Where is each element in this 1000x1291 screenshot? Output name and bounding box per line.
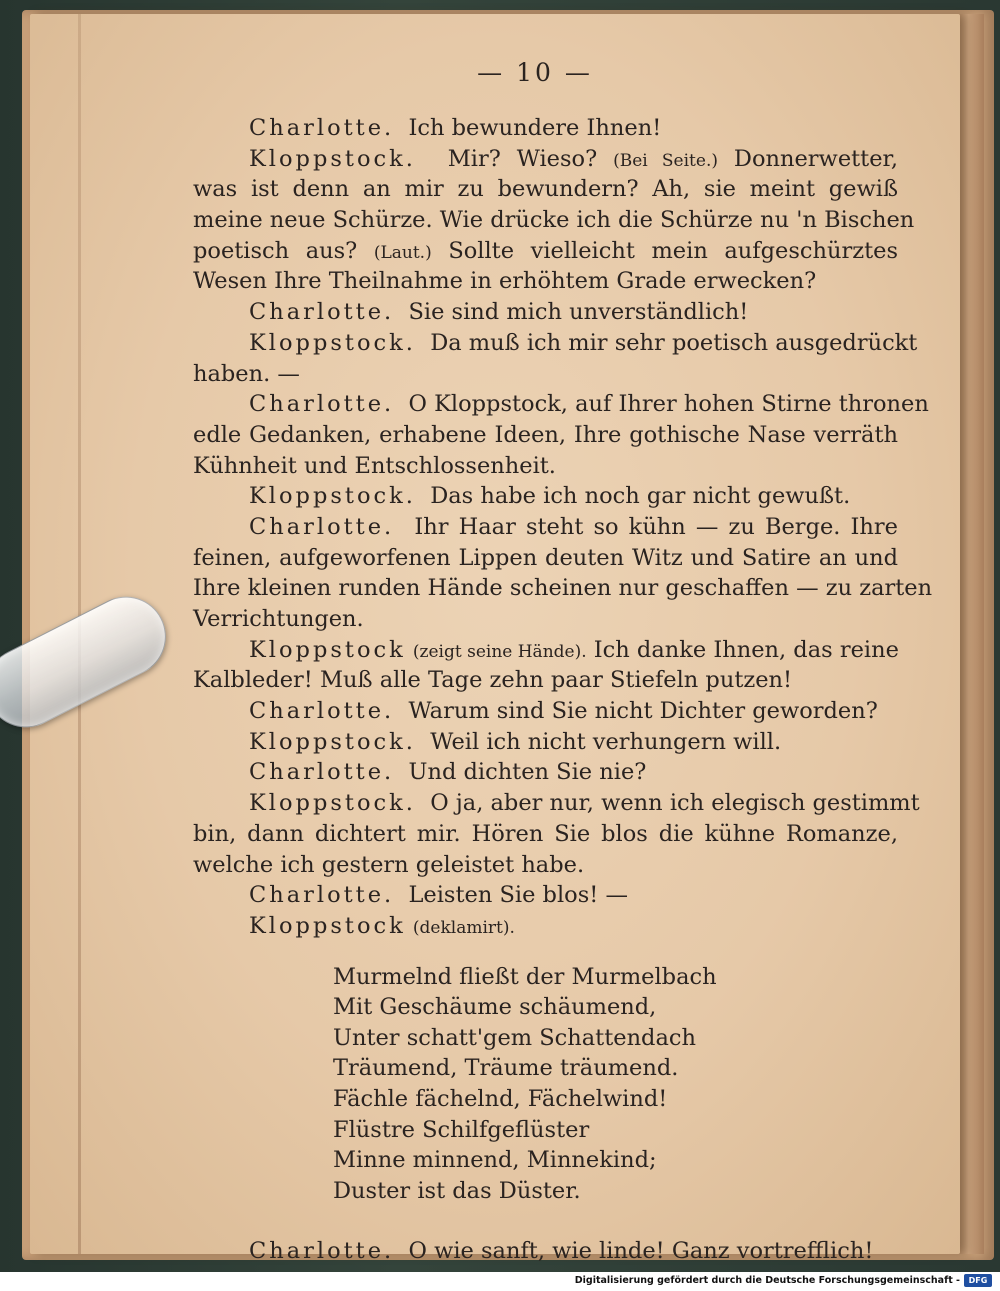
speaker-name: Kloppstock. xyxy=(249,483,416,510)
text-line xyxy=(193,880,898,911)
text-line: Kühnheit und Entschlossenheit. xyxy=(193,452,556,479)
dialogue-text: Das habe ich noch gar nicht gewußt. xyxy=(430,483,851,510)
dialogue-text: Warum sind Sie nicht Dichter geworden? xyxy=(408,698,878,725)
speaker-name: Charlotte. xyxy=(249,1238,395,1265)
dialogue-text: Weil ich nicht verhungern will. xyxy=(430,728,782,755)
dialogue-text: Und dichten Sie nie? xyxy=(408,759,647,786)
dialogue-text: Donnerwetter, xyxy=(733,145,898,172)
stage-direction: (deklamirt). xyxy=(412,917,515,938)
text-line xyxy=(193,1236,898,1267)
speaker-name: Kloppstock. xyxy=(249,145,416,172)
poem-line: Flüstre Schilfgeflüster xyxy=(333,1116,590,1143)
speaker-name: Charlotte. xyxy=(249,882,395,909)
speaker-name: Charlotte. xyxy=(249,115,395,141)
speaker-name: Kloppstock. xyxy=(249,329,416,356)
text-line xyxy=(193,297,898,328)
text-line xyxy=(193,757,898,788)
dialogue-text: Sollte vielleicht mein aufgeschürztes xyxy=(448,237,898,264)
text-line: haben. — xyxy=(193,360,300,387)
dialogue-text: Ihr Haar steht so kühn — zu Berge. Ihre xyxy=(414,513,898,540)
poem-line: Mit Geschäume schäumend, xyxy=(333,994,657,1021)
text-line: Ihre kleinen runden Hände scheinen nur geschaffen — zu zarten xyxy=(193,575,933,602)
text-line xyxy=(193,512,898,543)
text-line xyxy=(193,696,898,727)
dialogue-text: Sie sind mich unverständlich! xyxy=(408,299,749,326)
dialogue-text: Da muß ich mir sehr poetisch ausgedrückt xyxy=(430,329,918,356)
dialogue-text: O ja, aber nur, wenn ich elegisch gestimmt xyxy=(430,790,920,817)
text-line xyxy=(193,328,918,359)
dialogue-text: Leisten Sie blos! — xyxy=(408,882,628,909)
dialogue-text: poetisch aus? xyxy=(193,237,358,264)
text-line xyxy=(193,911,898,942)
speaker-name: Charlotte. xyxy=(249,698,395,725)
text-line: bin, dann dichtert mir. Hören Sie blos die kühne Romanze, xyxy=(193,820,898,847)
poem-line: Träumend, Träume träumend. xyxy=(333,1055,679,1082)
text-line xyxy=(193,635,898,666)
dialogue-text: O wie sanft, wie linde! Ganz vortrefflich! xyxy=(408,1238,874,1265)
speaker-name: Kloppstock. xyxy=(249,728,416,755)
text-line xyxy=(193,113,898,144)
page-number: — 10 — xyxy=(477,58,593,87)
text-line: welche ich gestern geleistet habe. xyxy=(193,851,585,878)
text-line: edle Gedanken, erhabene Ideen, Ihre gothische Nase verräth xyxy=(193,421,898,448)
speaker-name: Kloppstock. xyxy=(249,790,416,817)
dialogue-text: O Kloppstock, auf Ihrer hohen Stirne thronen xyxy=(408,391,929,418)
stage-direction: (Bei Seite.) xyxy=(613,150,718,171)
dialogue-text: Ich danke Ihnen, das reine xyxy=(593,636,899,663)
text-line: feinen, aufgeworfenen Lippen deuten Witz und Satire an und xyxy=(193,544,898,571)
text-line: was ist denn an mir zu bewundern? Ah, sie meint gewiß xyxy=(193,176,898,203)
text-line: Verrichtungen. xyxy=(193,606,364,632)
text-line xyxy=(193,236,898,267)
poem xyxy=(193,962,898,1207)
speaker-name: Charlotte. xyxy=(249,299,395,326)
dfg-logo: DFG xyxy=(964,1274,992,1287)
text-line xyxy=(193,389,929,420)
text-line: Wesen Ihre Theilnahme in erhöhtem Grade erwecken? xyxy=(193,268,817,295)
text-line xyxy=(193,144,898,175)
speaker-name: Charlotte. xyxy=(249,759,395,786)
spacer xyxy=(193,1206,898,1226)
poem-line: Murmelnd fließt der Murmelbach xyxy=(333,963,717,990)
dialogue-text: Mir? Wieso? xyxy=(447,145,598,172)
page-text xyxy=(193,113,933,1267)
text-line xyxy=(193,481,898,512)
speaker-name: Charlotte. xyxy=(249,391,395,418)
spacer xyxy=(193,942,898,962)
speaker-name: Kloppstock xyxy=(249,912,406,939)
text-line xyxy=(193,788,920,819)
stage-direction: (zeigt seine Hände). xyxy=(412,641,587,662)
poem-line: Unter schatt'gem Schattendach xyxy=(333,1024,696,1051)
speaker-name: Kloppstock xyxy=(249,636,406,663)
stage-direction: (Laut.) xyxy=(373,242,432,263)
speaker-name: Charlotte. xyxy=(249,513,395,540)
text-line xyxy=(193,727,898,758)
dialogue-text: Ich bewundere Ihnen! xyxy=(408,115,662,141)
text-line: Kalbleder! Muß alle Tage zehn paar Stiefeln putzen! xyxy=(193,667,793,694)
digitization-credit: Digitalisierung gefördert durch die Deutsche Forschungsgemeinschaft - xyxy=(574,1275,960,1286)
poem-line: Duster ist das Düster. xyxy=(333,1177,581,1204)
poem-line: Minne minnend, Minnekind; xyxy=(333,1147,657,1174)
text-line: meine neue Schürze. Wie drücke ich die Schürze nu 'n Bischen xyxy=(193,207,915,234)
book-right-edge xyxy=(958,14,984,1254)
poem-line: Fächle fächelnd, Fächelwind! xyxy=(333,1085,668,1112)
